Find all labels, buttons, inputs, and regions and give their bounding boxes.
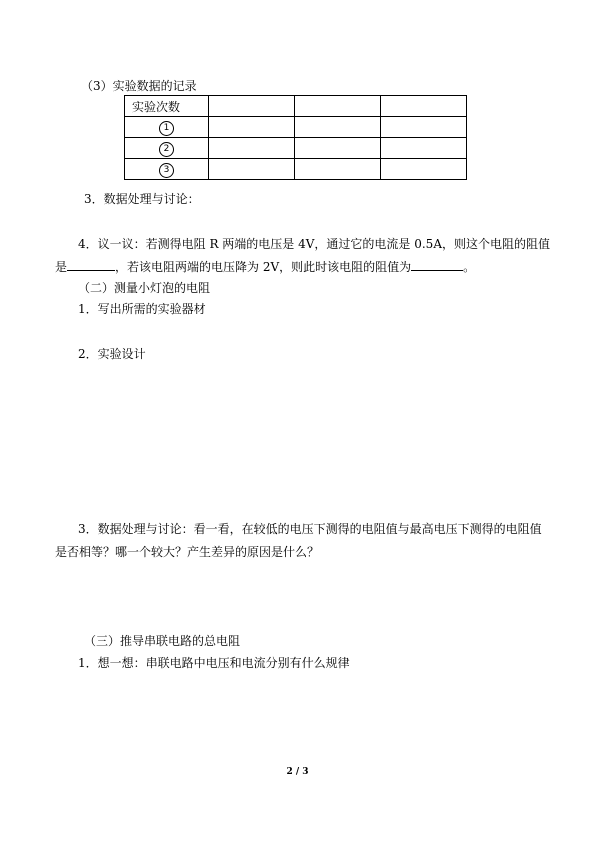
table-cell (209, 159, 295, 180)
section-title-data-record: （3）实验数据的记录 (81, 79, 197, 93)
table-cell (381, 117, 467, 138)
part-2-item-1: 1．写出所需的实验器材 (78, 302, 206, 316)
table-cell (209, 117, 295, 138)
item-4-line-2-end: 。 (463, 260, 476, 274)
table-row (125, 138, 467, 159)
item-4-line-1: 4．议一议：若测得电阻 R 两端的电压是 4V，通过它的电流是 0.5A，则这个电阻的阻值 (78, 237, 550, 251)
trial-number-1: 1 (125, 117, 209, 138)
table-row (125, 117, 467, 138)
table-cell (295, 96, 381, 117)
part-2-item-2: 2．实验设计 (78, 347, 146, 361)
page-number: 2 / 3 (286, 767, 309, 777)
table-cell (381, 159, 467, 180)
table-cell (295, 117, 381, 138)
item-4-line-2 (55, 258, 475, 275)
table-header-row (125, 96, 467, 117)
table-cell (381, 96, 467, 117)
item-4-line-2-middle: ，若该电阻两端的电压降为 2V，则此时该电阻的阻值为 (115, 260, 412, 274)
trial-number-2: 2 (125, 138, 209, 159)
table-header-trial-count: 实验次数 (125, 96, 209, 117)
trial-number-3: 3 (125, 159, 209, 180)
table-cell (209, 138, 295, 159)
item-3-data-processing: 3．数据处理与讨论： (84, 192, 200, 206)
table-cell (209, 96, 295, 117)
part-3-title: （三）推导串联电路的总电阻 (84, 634, 241, 648)
table-cell (295, 138, 381, 159)
part-2-title: （二）测量小灯泡的电阻 (78, 281, 211, 295)
data-record-table (124, 95, 467, 180)
part-3-item-1: 1．想一想：串联电路中电压和电流分别有什么规律 (78, 656, 350, 670)
answer-blank-1[interactable] (67, 258, 115, 271)
table-cell (295, 159, 381, 180)
table-row (125, 159, 467, 180)
answer-blank-2[interactable] (411, 258, 463, 271)
part-2-item-3-line-1: 3．数据处理与讨论：看一看，在较低的电压下测得的电阻值与最高电压下测得的电阻值 (78, 522, 542, 536)
part-2-item-3-line-2: 是否相等？哪一个较大？产生差异的原因是什么？ (55, 545, 320, 559)
item-4-line-2-prefix: 是 (55, 260, 68, 274)
table-cell (381, 138, 467, 159)
